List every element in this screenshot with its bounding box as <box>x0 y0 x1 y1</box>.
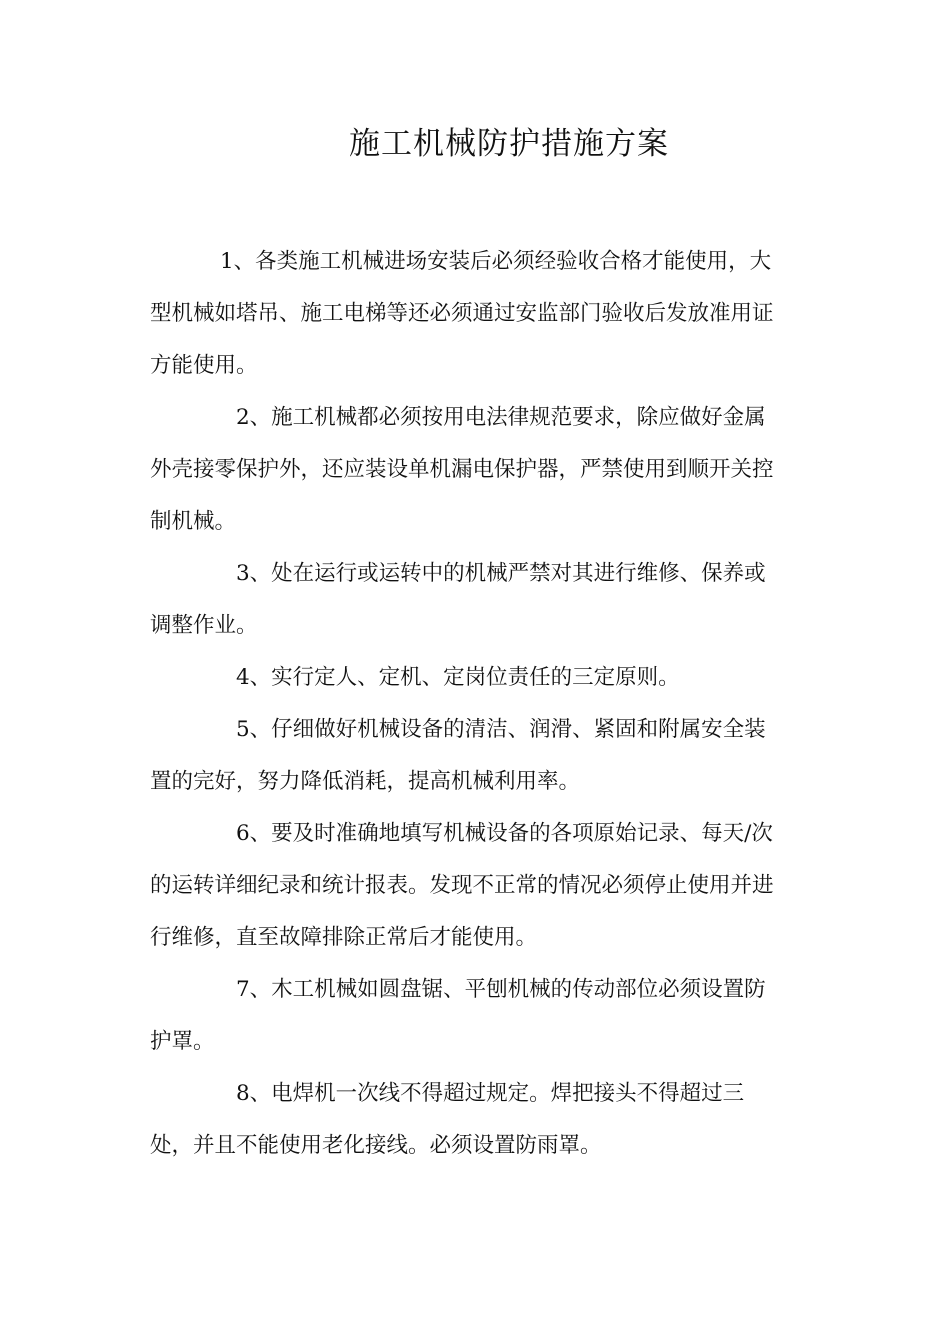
paragraph-line: 1、各类施工机械进场安装后必须经验收合格才能使用，大 <box>220 249 772 274</box>
paragraph-line: 型机械如塔吊、施工电梯等还必须通过安监部门验收后发放准用证 <box>150 301 774 326</box>
paragraph-6 <box>150 808 810 964</box>
paragraph-line: 2、施工机械都必须按用电法律规范要求，除应做好金属 <box>236 405 766 430</box>
document-body <box>150 236 810 1172</box>
paragraph-7 <box>150 964 810 1068</box>
paragraph-1 <box>150 236 810 392</box>
paragraph-line: 的运转详细纪录和统计报表。发现不正常的情况必须停止使用并进 <box>150 873 774 898</box>
paragraph-line: 行维修，直至故障排除正常后才能使用。 <box>150 925 538 950</box>
paragraph-line: 5、仔细做好机械设备的清洁、润滑、紧固和附属安全装 <box>236 717 766 742</box>
paragraph-8 <box>150 1068 810 1172</box>
paragraph-line: 护罩。 <box>150 1029 215 1054</box>
paragraph-5 <box>150 704 810 808</box>
paragraph-line: 3、处在运行或运转中的机械严禁对其进行维修、保养或 <box>236 561 766 586</box>
paragraph-line: 6、要及时准确地填写机械设备的各项原始记录、每天/次 <box>236 821 773 846</box>
paragraph-line: 方能使用。 <box>150 353 258 378</box>
paragraph-2 <box>150 392 810 548</box>
paragraph-4 <box>150 652 810 704</box>
paragraph-line: 调整作业。 <box>150 613 258 638</box>
paragraph-line: 处，并且不能使用老化接线。必须设置防雨罩。 <box>150 1133 602 1158</box>
paragraph-line: 4、实行定人、定机、定岗位责任的三定原则。 <box>236 665 680 690</box>
paragraph-line: 外壳接零保护外，还应装设单机漏电保护器，严禁使用到顺开关控 <box>150 457 774 482</box>
paragraph-line: 8、电焊机一次线不得超过规定。焊把接头不得超过三 <box>236 1081 745 1106</box>
paragraph-3 <box>150 548 810 652</box>
document-title: 施工机械防护措施方案 <box>349 126 669 162</box>
paragraph-line: 7、木工机械如圆盘锯、平刨机械的传动部位必须设置防 <box>236 977 766 1002</box>
paragraph-line: 置的完好，努力降低消耗，提高机械利用率。 <box>150 769 581 794</box>
paragraph-line: 制机械。 <box>150 509 237 534</box>
